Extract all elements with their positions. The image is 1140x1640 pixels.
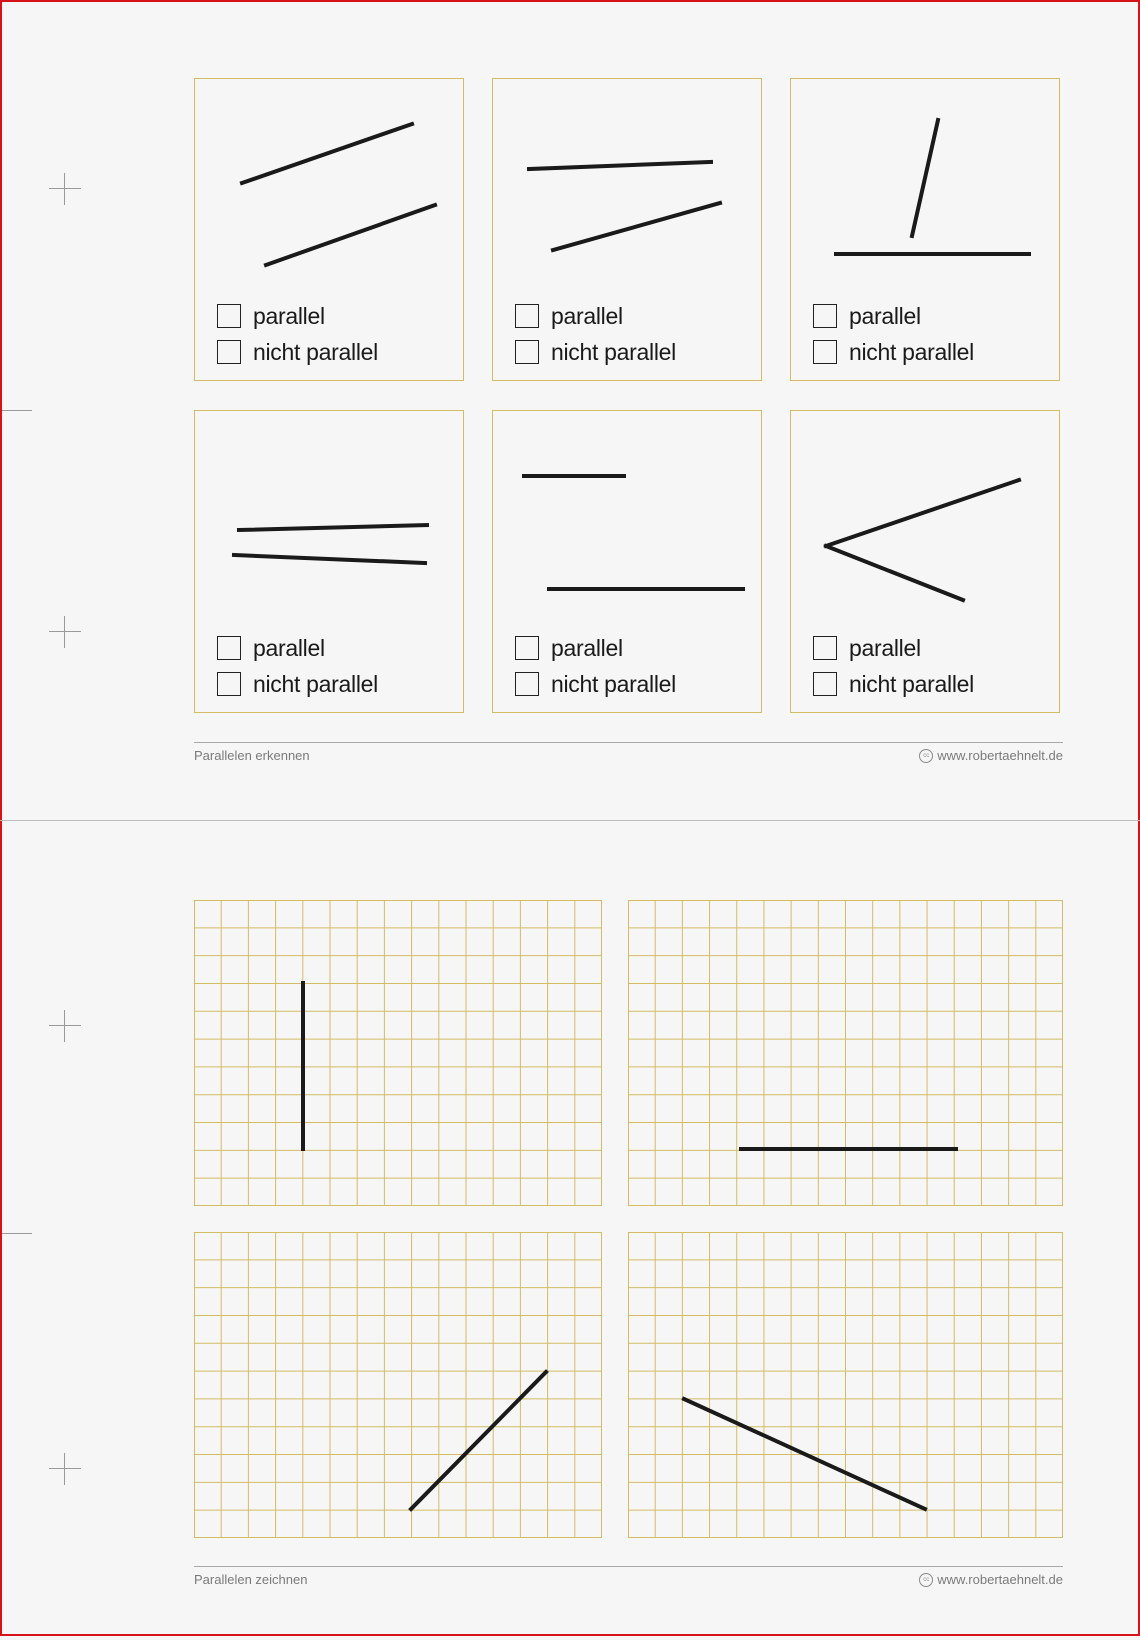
footer-credit [919,1572,1063,1587]
card-6 [790,410,1060,713]
option-nicht-parallel[interactable] [217,338,378,366]
line-pair-figure [195,411,465,621]
option-nicht-parallel[interactable] [515,338,676,366]
card-5 [492,410,762,713]
option-label: nicht parallel [849,670,974,697]
line-pair-figure [195,79,465,289]
footer-url: www.robertaehnelt.de [937,1572,1063,1587]
option-nicht-parallel[interactable] [813,670,974,698]
checkbox[interactable] [515,636,539,660]
footer-url: www.robertaehnelt.de [937,748,1063,763]
option-label: parallel [253,302,325,329]
option-label: nicht parallel [551,338,676,365]
card-3 [790,78,1060,381]
option-parallel[interactable] [515,634,623,662]
option-parallel[interactable] [217,634,325,662]
checkbox[interactable] [217,672,241,696]
checkbox[interactable] [515,304,539,328]
worksheet-parallelen-erkennen [0,0,1140,818]
grid-drawing [628,900,1063,1206]
crosshair-icon [49,1010,81,1042]
worksheet-parallelen-zeichnen [0,822,1140,1640]
option-label: nicht parallel [551,670,676,697]
grid-drawing [628,1232,1063,1538]
crosshair-icon [49,616,81,648]
option-label: parallel [253,634,325,661]
edge-tick [2,1233,32,1234]
edge-tick [2,410,32,411]
footer-title: Parallelen erkennen [194,748,310,763]
option-parallel[interactable] [813,634,921,662]
checkbox[interactable] [813,340,837,364]
cc-icon: cc [919,1573,933,1587]
line-pair-figure [791,411,1061,621]
crosshair-icon [49,173,81,205]
line-pair-figure [493,79,763,289]
option-parallel[interactable] [217,302,325,330]
cc-icon: cc [919,749,933,763]
option-label: nicht parallel [253,338,378,365]
checkbox[interactable] [813,304,837,328]
option-label: nicht parallel [253,670,378,697]
grid-panel-1 [194,900,602,1206]
option-nicht-parallel[interactable] [515,670,676,698]
footer-rule [194,742,1063,743]
footer-credit [919,748,1063,763]
checkbox[interactable] [515,340,539,364]
line-pair-figure [791,79,1061,289]
card-2 [492,78,762,381]
sheet-divider [0,820,1140,821]
checkbox[interactable] [813,672,837,696]
card-4 [194,410,464,713]
option-parallel[interactable] [515,302,623,330]
option-label: parallel [849,634,921,661]
option-label: nicht parallel [849,338,974,365]
option-parallel[interactable] [813,302,921,330]
grid-panel-2 [628,900,1063,1206]
grid-panel-3 [194,1232,602,1538]
card-1 [194,78,464,381]
checkbox[interactable] [217,304,241,328]
footer-title: Parallelen zeichnen [194,1572,308,1587]
checkbox[interactable] [515,672,539,696]
grid-panel-4 [628,1232,1063,1538]
option-nicht-parallel[interactable] [217,670,378,698]
option-label: parallel [551,302,623,329]
option-label: parallel [551,634,623,661]
checkbox[interactable] [217,340,241,364]
checkbox[interactable] [217,636,241,660]
checkbox[interactable] [813,636,837,660]
option-nicht-parallel[interactable] [813,338,974,366]
grid-drawing [194,1232,602,1538]
crosshair-icon [49,1453,81,1485]
line-pair-figure [493,411,763,621]
footer-rule [194,1566,1063,1567]
grid-drawing [194,900,602,1206]
option-label: parallel [849,302,921,329]
